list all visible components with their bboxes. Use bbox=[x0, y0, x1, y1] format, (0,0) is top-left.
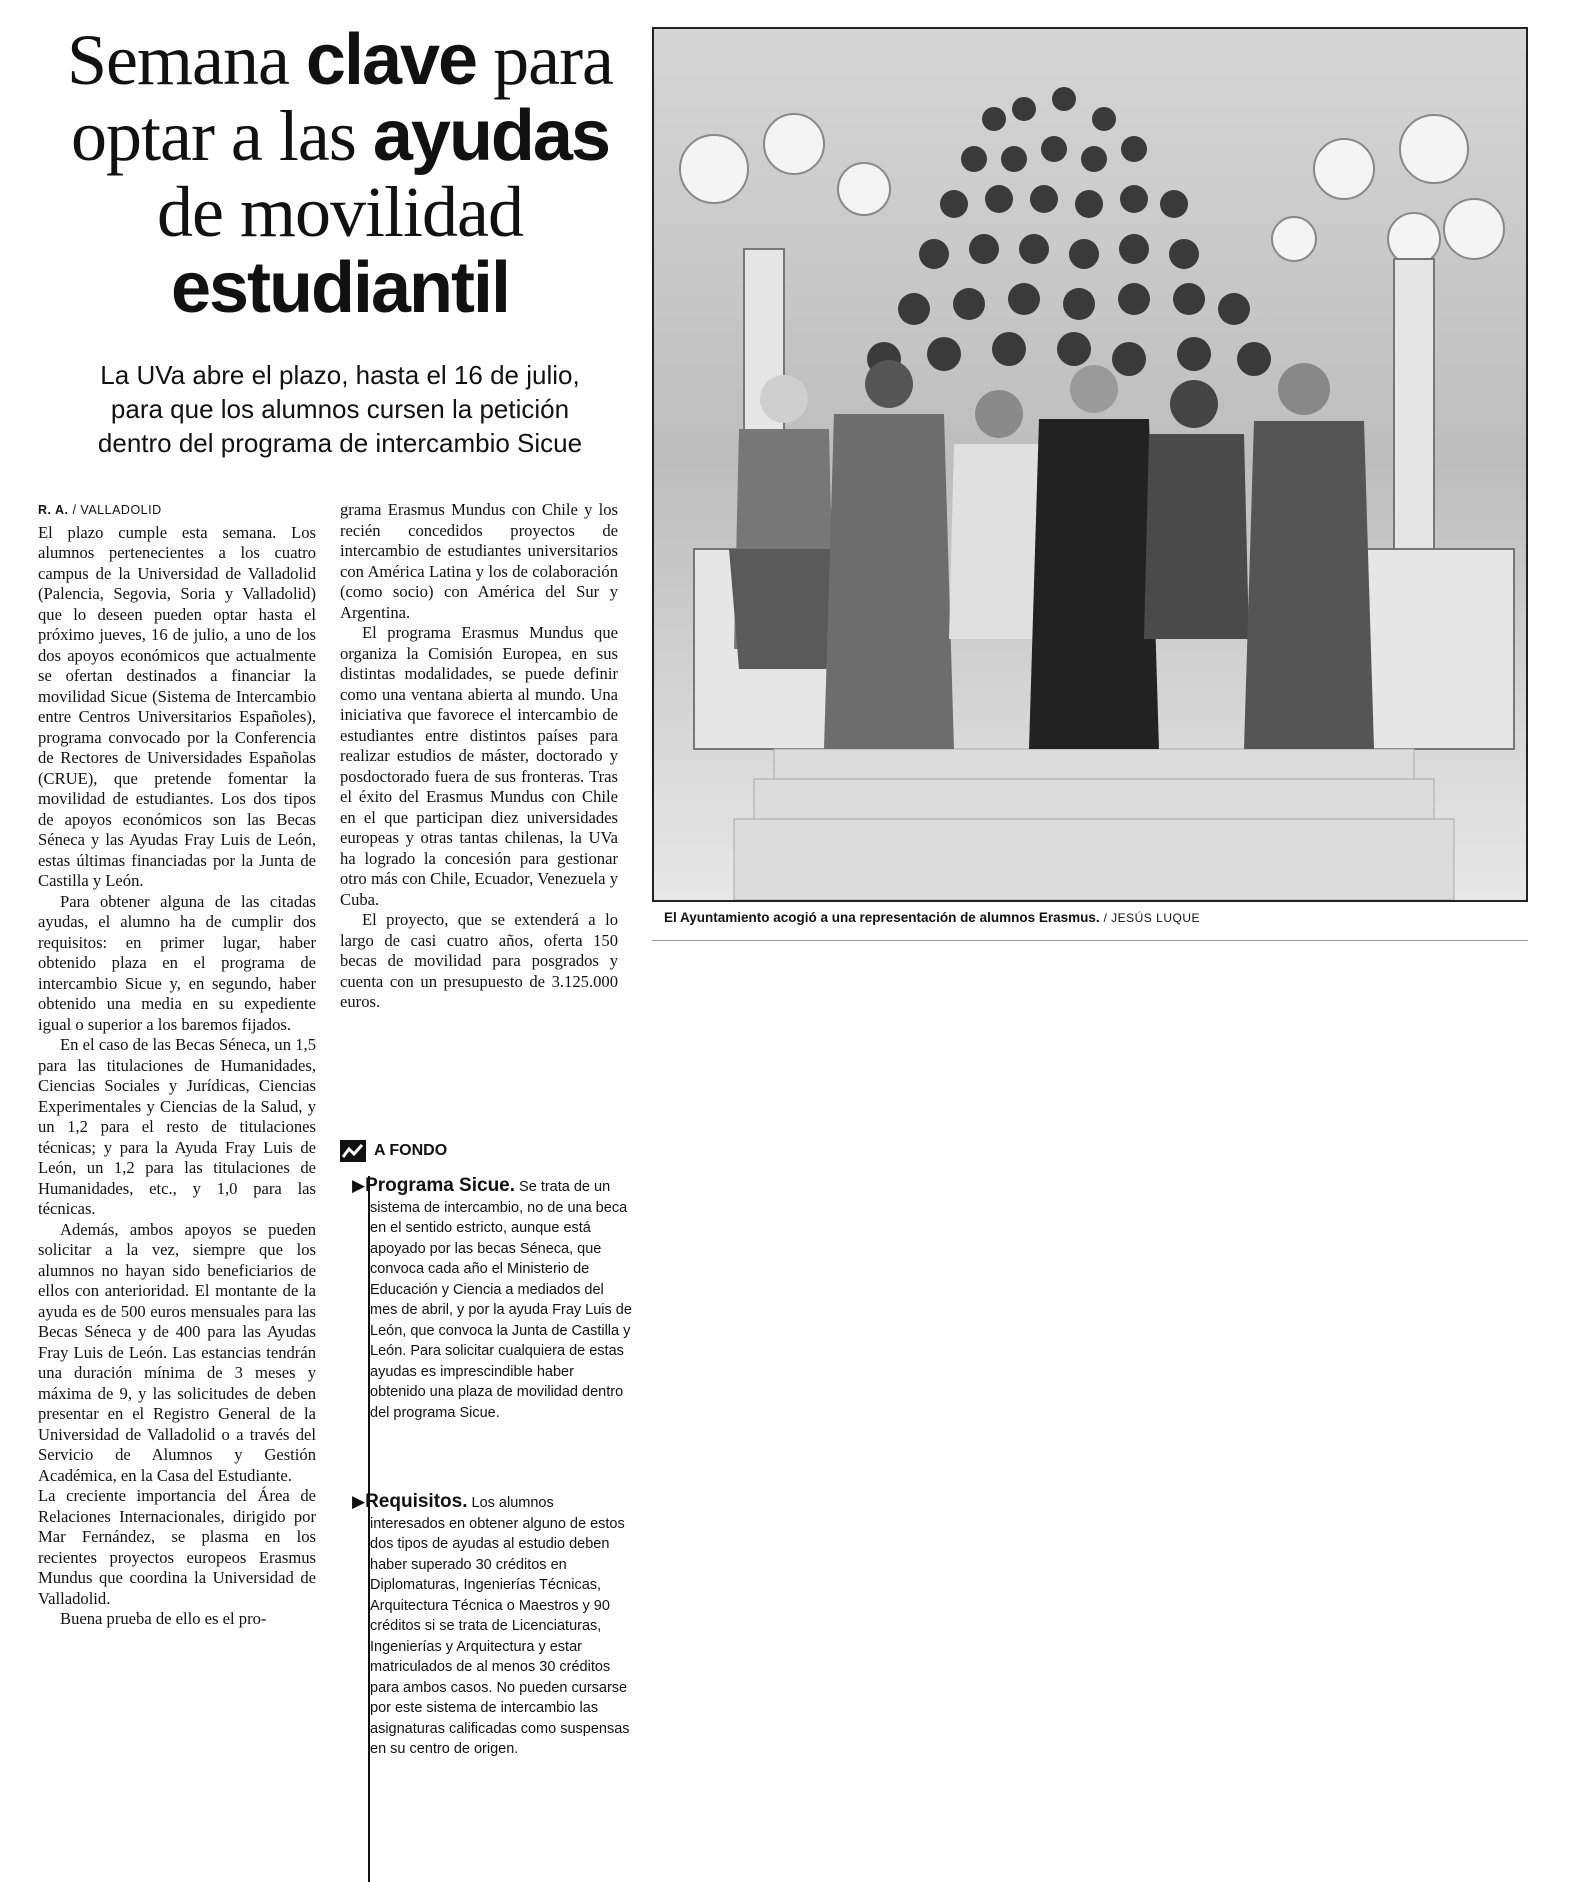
paragraph: El plazo cumple esta semana. Los alumnos pertenecientes a los cuatro campus de la Universidad de Valladolid (Palencia, Segovia, Soria y Valladolid) que lo deseen pueden optar hasta el próximo jueves, 16 de julio, a uno de los dos apoyos económicos que actualmente se ofertan destinados a financiar la movilidad Sicue (Sistema de Intercambio entre Centros Universitarios Españoles), programa convocado por la Conferencia de Rectores de Universidades Españolas (CRUE), que pretende fomentar la movilidad de estudiantes. Los dos tipos de apoyos económicos son las Becas Séneca y las Ayudas Fray Luis de León, estas últimas financiadas por la Junta de Castilla y León. bbox=[38, 522, 316, 890]
paragraph: Buena prueba de ello es el pro- bbox=[60, 1609, 267, 1628]
paragraph: El proyecto, que se extenderá a lo largo de casi cuatro años, oferta 150 becas de movilidad para posgrados y cuenta con un presupuesto de 3.125.000 euros. bbox=[340, 910, 618, 1011]
byline: R. A. / VALLADOLID bbox=[38, 503, 162, 517]
subtitle-line-1: La UVa abre el plazo, hasta el 16 de julio, bbox=[100, 360, 580, 390]
paragraph: En el caso de las Becas Séneca, un 1,5 para las titulaciones de Humanidades, Ciencias Sociales y Jurídicas, Ciencias Experimentales y Ciencias de la Salud, y un 1,2 para el resto de titulaciones técnicas; y para la Ayuda Fray Luis de León, un 1,2 para las titulaciones de Humanidades, etc., y 1,0 para las técnicas. bbox=[38, 1035, 316, 1218]
paragraph: Además, ambos apoyos se pueden solicitar a la vez, siempre que los alumnos no hayan sido beneficiarios de ellos con anterioridad. El montante de la ayuda es de 500 euros mensuales para las Becas Séneca y de 400 para las Ayudas Fray Luis de León. Las estancias tendrán una duración mínima de 3 meses y máxima de 9, y las solicitudes de deben presentar en el Registro General de la Universidad de Valladolid o a través del Servicio de Alumnos y Gestión Académica, en la Casa del Estudiante. bbox=[38, 1219, 316, 1485]
triangle-bullet-icon: ▶ bbox=[352, 1176, 366, 1195]
a-fondo-header: A FONDO bbox=[340, 1140, 630, 1162]
article-column-2 bbox=[340, 500, 618, 1013]
headline-line-4: estudiantil bbox=[170, 248, 510, 328]
fact-programa-sicue: ▶Programa Sicue. Se trata de un sistema de intercambio, no de una beca en el sentido estricto, aunque está apoyado por las becas Séneca, que convoca cada año el Ministerio de Educación y Ciencia a mediados del mes de abril, y por la ayuda Fray Luis de León, que convoca la Junta de Castilla y León. Para solicitar cualquiera de estas ayudas es imprescindible haber obtenido una plaza de movilidad dentro del programa Sicue. bbox=[352, 1175, 632, 1421]
trend-icon bbox=[340, 1140, 366, 1162]
subtitle-line-3: dentro del programa de intercambio Sicue bbox=[97, 428, 583, 458]
headline-line-3: de movilidad bbox=[157, 172, 523, 252]
triangle-bullet-icon: ▶ bbox=[352, 1492, 366, 1511]
divider bbox=[652, 940, 1528, 941]
headline-line-1: Semana clave para bbox=[67, 20, 613, 100]
subtitle-line-2: para que los alumnos cursen la petición bbox=[110, 394, 570, 424]
paragraph: El programa Erasmus Mundus que organiza la Comisión Europea, en sus distintas modalidades, se puede definir como una ventana abierta al mundo. Una iniciativa que favorece el intercambio de estudiantes entre distintos países para realizar estudios de máster, doctorado y posdoctorado fuera de sus fronteras. Tras el éxito del Erasmus Mundus con Chile en el que participan diez universidades europeas y otras tantas chilenas, la UVa ha logrado la concesión para gestionar otro más con Chile, Ecuador, Venezuela y Cuba. bbox=[340, 623, 618, 909]
subtitle bbox=[40, 358, 640, 460]
paragraph: Para obtener alguna de las citadas ayudas, el alumno ha de cumplir dos requisitos: en primer lugar, haber obtenido plaza en el programa de intercambio Sicue y, en segundo, haber obtenido una media en su expediente igual o superior a los baremos fijados. bbox=[38, 891, 316, 1034]
article-column-1 bbox=[38, 500, 316, 1630]
paragraph: La creciente importancia del Área de Relaciones Internacionales, dirigido por Mar Fernández, se plasma en los recientes proyectos europeos Erasmus Mundus que coordina la Universidad de Valladolid. bbox=[38, 1486, 316, 1608]
headline-line-2: optar a las ayudas bbox=[70, 96, 609, 176]
news-photo bbox=[652, 27, 1528, 902]
paragraph: grama Erasmus Mundus con Chile y los recién concedidos proyectos de intercambio de estudiantes universitarios con América Latina y los de colaboración (como socio) con América del Sur y Argentina. bbox=[340, 500, 618, 622]
a-fondo-box bbox=[340, 1140, 632, 1757]
photo-caption: El Ayuntamiento acogió a una representación de alumnos Erasmus. / JESÚS LUQUE bbox=[664, 910, 1200, 925]
headline bbox=[40, 22, 640, 326]
fact-requisitos: ▶Requisitos. Los alumnos interesados en obtener alguno de estos dos tipos de ayudas al estudio deben haber superado 30 créditos en Diplomaturas, Ingenierías Técnicas, Arquitectura Técnica o Maestros y 90 créditos si se trata de Licenciaturas, Ingenierías y Arquitectura y estar matriculados de al menos 30 créditos para ambos casos. No pueden cursarse por este sistema de intercambio las asignaturas calificadas como suspensas en su centro de origen. bbox=[352, 1491, 630, 1757]
